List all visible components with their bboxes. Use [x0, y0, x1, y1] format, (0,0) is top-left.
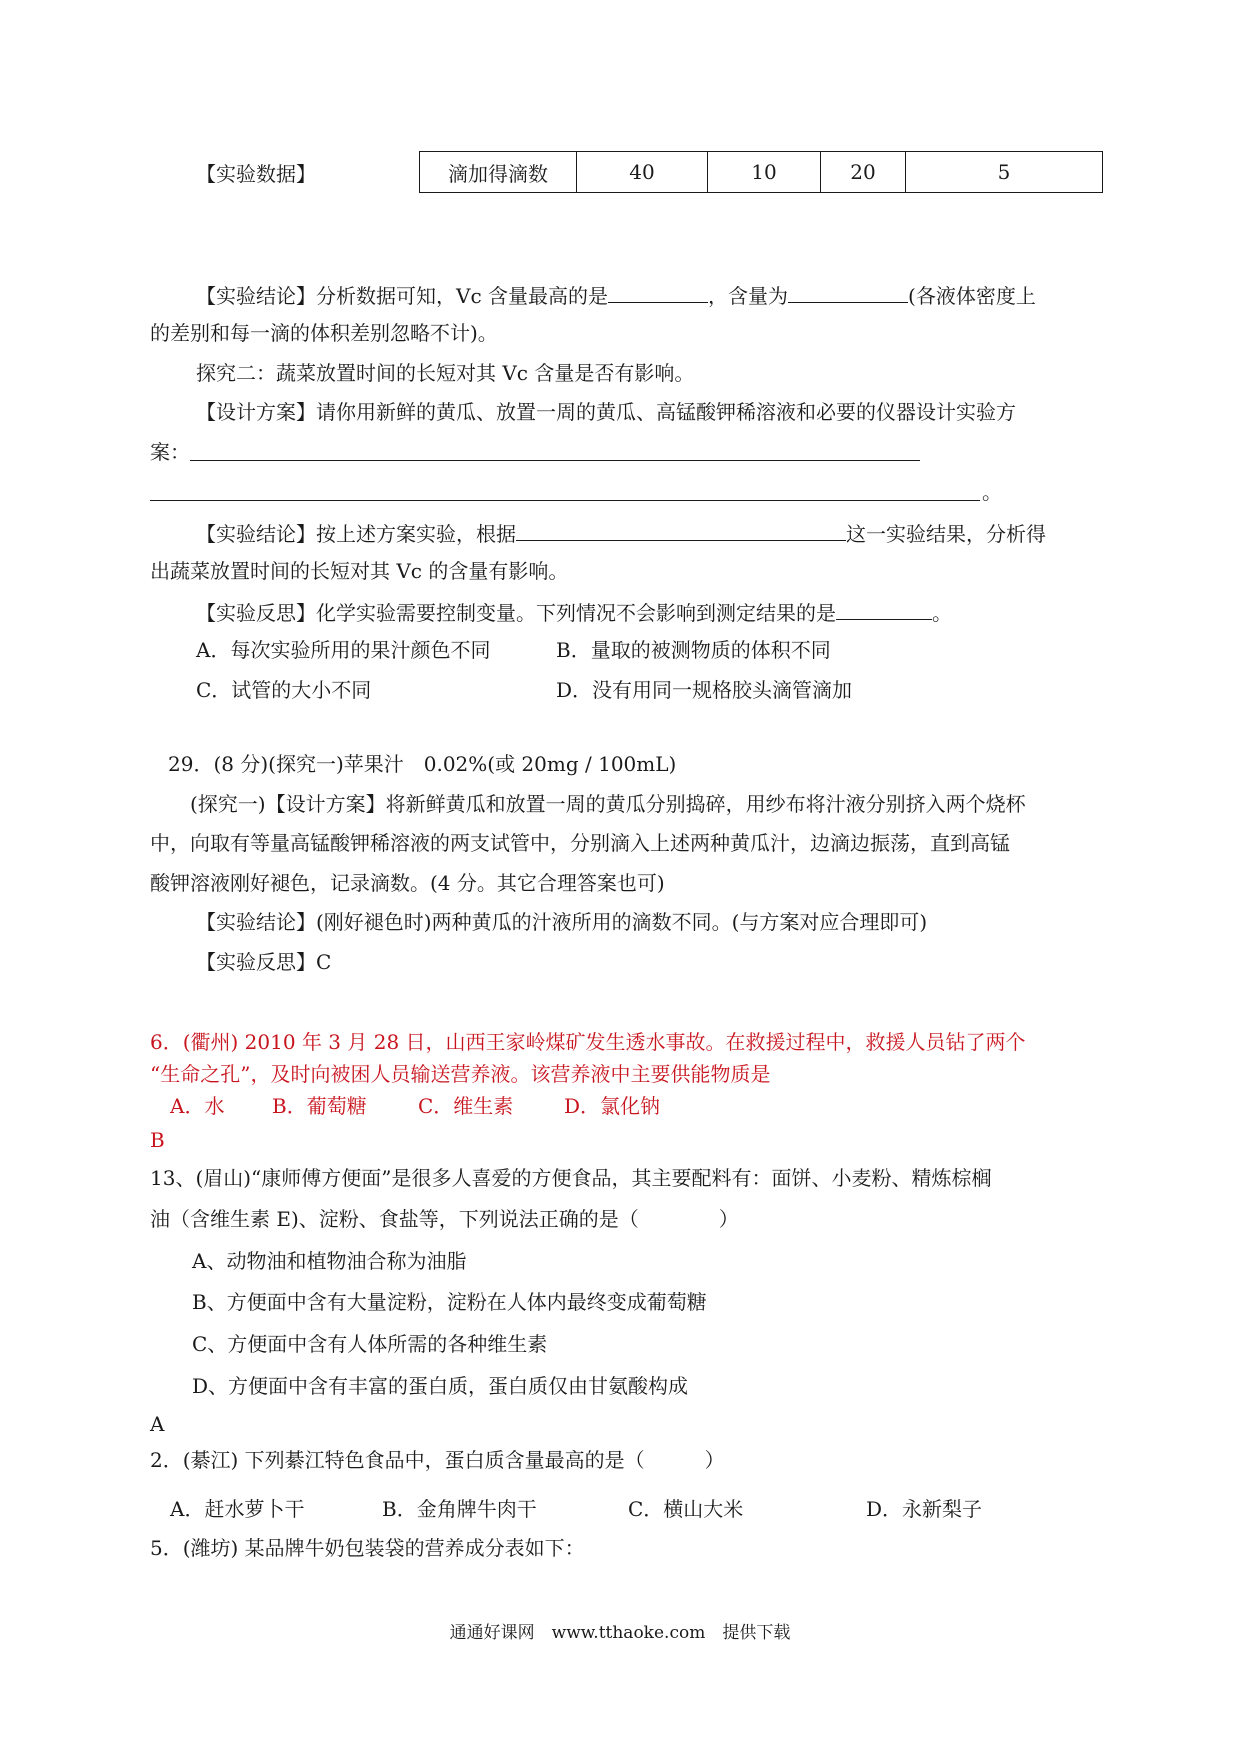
answer-29-title: 29．(8 分)(探究一)苹果汁 0.02%(或 20mg / 100mL) — [168, 752, 677, 776]
question-2: 2．(綦江) 下列綦江特色食品中，蛋白质含量最高的是（ ） — [150, 1448, 725, 1472]
text-line: “生命之孔”，及时向被困人员输送营养液。该营养液中主要供能物质是 — [150, 1062, 771, 1086]
answer-blank[interactable] — [516, 520, 846, 541]
option-d: D．没有用同一规格胶头滴管滴加 — [556, 678, 853, 702]
option-c: C．横山大米 — [628, 1497, 744, 1521]
exp-data-label: 【实验数据】 — [196, 162, 316, 186]
question-13: 13、(眉山)“康师傅方便面”是很多人喜爱的方便食品，其主要配料有：面饼、小麦粉、精炼棕榈 — [150, 1166, 992, 1190]
text-line: 探究二：蔬菜放置时间的长短对其 Vc 含量是否有影响。 — [196, 361, 695, 385]
reflection-line — [196, 599, 952, 625]
text-line: 中，向取有等量高锰酸钾稀溶液的两支试管中，分别滴入上述两种黄瓜汁，边滴边振荡，直到高锰 — [150, 831, 1010, 855]
text-line: 【实验结论】(刚好褪色时)两种黄瓜的汁液所用的滴数不同。(与方案对应合理即可) — [196, 910, 928, 934]
table-cell: 10 — [708, 152, 821, 193]
text: (各液体密度上 — [908, 284, 1036, 308]
table-cell: 20 — [821, 152, 906, 193]
data-table — [419, 151, 1103, 193]
text-line: 出蔬菜放置时间的长短对其 Vc 的含量有影响。 — [150, 559, 569, 583]
option-b: B．量取的被测物质的体积不同 — [556, 638, 831, 662]
option-a: A、动物油和植物油合称为油脂 — [192, 1249, 467, 1273]
text: 【实验结论】分析数据可知，Vc 含量最高的是 — [196, 284, 609, 308]
table-header-cell: 滴加得滴数 — [420, 152, 577, 193]
answer: B — [150, 1128, 165, 1152]
text-line: 【实验反思】C — [196, 950, 332, 974]
question-6: 6．(衢州) 2010 年 3 月 28 日，山西王家岭煤矿发生透水事故。在救援过程中，救援人员钻了两个 — [150, 1030, 1026, 1054]
option-d: D、方便面中含有丰富的蛋白质，蛋白质仅由甘氨酸构成 — [192, 1374, 689, 1398]
answer-blank[interactable] — [608, 282, 708, 303]
option-a: A．每次实验所用的果汁颜色不同 — [196, 638, 491, 662]
answer-blank[interactable] — [836, 599, 932, 620]
question-5: 5．(潍坊) 某品牌牛奶包装袋的营养成分表如下： — [150, 1536, 585, 1560]
text: 这一实验结果，分析得 — [846, 522, 1046, 546]
conclusion-line — [196, 520, 1046, 546]
text-line: 的差别和每一滴的体积差别忽略不计)。 — [150, 321, 498, 345]
option-b: B、方便面中含有大量淀粉，淀粉在人体内最终变成葡萄糖 — [192, 1290, 707, 1314]
text-line: 【设计方案】请你用新鲜的黄瓜、放置一周的黄瓜、高锰酸钾稀溶液和必要的仪器设计实验方 — [196, 400, 1016, 424]
text-line: 油（含维生素 E)、淀粉、食盐等，下列说法正确的是（ ） — [150, 1207, 739, 1231]
option-a: A．赶水萝卜干 — [170, 1497, 305, 1521]
conclusion-line — [196, 282, 1036, 308]
answer-blank[interactable] — [788, 282, 908, 303]
text-line: (探究一)【设计方案】将新鲜黄瓜和放置一周的黄瓜分别捣碎，用纱布将汁液分别挤入两个烧杯 — [190, 792, 1026, 816]
text: 【实验反思】化学实验需要控制变量。下列情况不会影响到测定结果的是 — [196, 601, 836, 625]
text: 【实验结论】按上述方案实验，根据 — [196, 522, 516, 546]
text-line: 酸钾溶液刚好褪色，记录滴数。(4 分。其它合理答案也可) — [150, 871, 665, 895]
option-d: D．永新梨子 — [866, 1497, 983, 1521]
text-line: 案： — [150, 440, 190, 464]
table-row — [420, 152, 1103, 193]
option-c: C．试管的大小不同 — [196, 678, 372, 702]
text: 。 — [932, 601, 952, 625]
text: 。 — [982, 480, 1002, 504]
option-a: A．水 — [170, 1094, 225, 1118]
answer-line[interactable] — [150, 500, 980, 501]
option-c: C、方便面中含有人体所需的各种维生素 — [192, 1332, 548, 1356]
table-cell: 5 — [906, 152, 1103, 193]
option-b: B．葡萄糖 — [272, 1094, 367, 1118]
option-d: D．氯化钠 — [564, 1094, 661, 1118]
answer: A — [150, 1412, 165, 1436]
text: ，含量为 — [708, 284, 789, 308]
option-c: C．维生素 — [418, 1094, 514, 1118]
page-footer: 通通好课网 www.tthaoke.com 提供下载 — [449, 1623, 791, 1643]
answer-line[interactable] — [190, 460, 920, 461]
option-b: B．金角牌牛肉干 — [382, 1497, 537, 1521]
table-cell: 40 — [577, 152, 708, 193]
